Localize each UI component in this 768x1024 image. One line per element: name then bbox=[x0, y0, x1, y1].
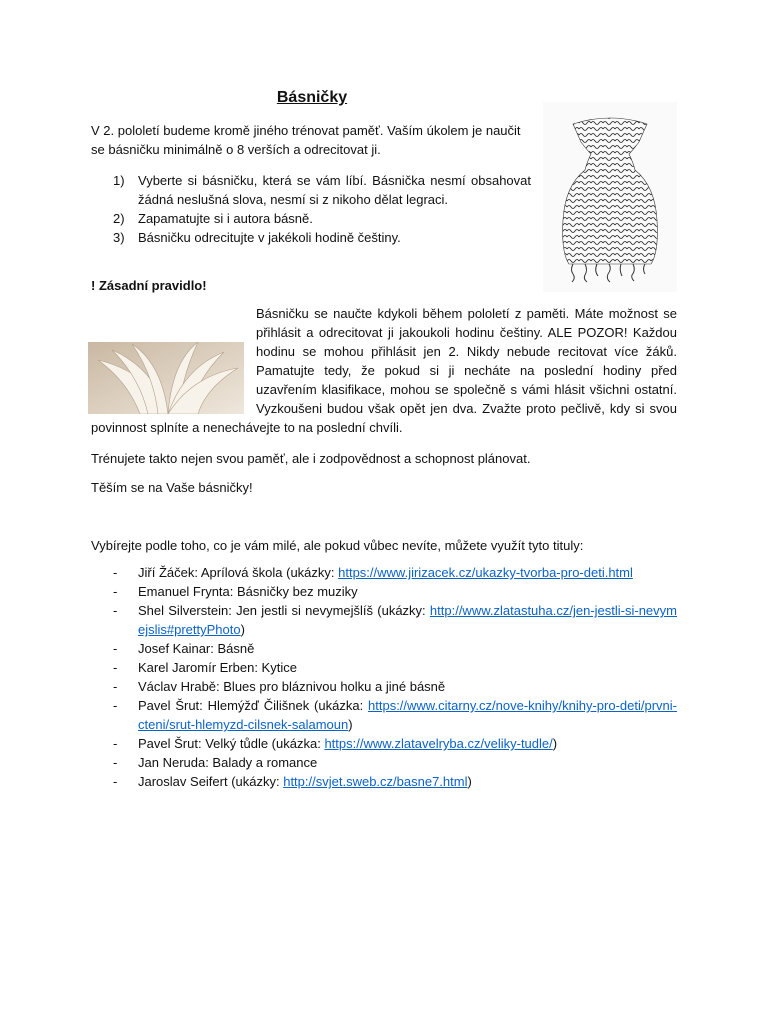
closing-paragraph: Těším se na Vaše básničky! bbox=[91, 480, 253, 495]
title-link[interactable]: https://www.zlatavelryba.cz/veliky-tudle/ bbox=[324, 736, 553, 751]
list-item: - Václav Hrabě: Blues pro bláznivou holku a jiné básně bbox=[113, 679, 446, 694]
list-item: - Jaroslav Seifert (ukázky: http://svjet.sweb.cz/basne7.html) bbox=[113, 774, 472, 789]
rule-heading: ! Zásadní pravidlo! bbox=[91, 278, 207, 293]
list-item: - Josef Kainar: Básně bbox=[113, 641, 255, 656]
list-item: - Pavel Šrut: Velký tůdle (ukázka: https://www.zlatavelryba.cz/veliky-tudle/) bbox=[113, 736, 558, 751]
title-text: Jan Neruda: Balady a romance bbox=[138, 755, 318, 770]
step-text: Zapamatujte si i autora básně. bbox=[138, 211, 313, 226]
list-item: - Emanuel Frynta: Básničky bez muziky bbox=[113, 584, 358, 599]
calligram-vase-image bbox=[543, 102, 677, 292]
list-item: - Shel Silverstein: Jen jestli si nevymejšlíš (ukázky: http://www.zlatastuha.cz/jen-jestli-si-nevymejslis#prettyPhoto) bbox=[113, 603, 677, 637]
title-text: Josef Kainar: Básně bbox=[138, 641, 255, 656]
title-link[interactable]: https://www.citarny.cz/nove-knihy/knihy-pro-deti/prvni-cteni/srut-hlemyzd-cilsnek-salamoun bbox=[138, 698, 677, 732]
title-text: Shel Silverstein: Jen jestli si nevymejšlíš (ukázky: bbox=[138, 603, 430, 618]
rule-paragraph bbox=[91, 304, 677, 437]
titles-intro: Vybírejte podle toho, co je vám milé, ale pokud vůbec nevíte, můžete využít tyto tituly: bbox=[91, 538, 584, 553]
step-number: 2) bbox=[113, 211, 125, 226]
title-text: Pavel Šrut: Velký tůdle (ukázka: bbox=[138, 736, 325, 751]
title-link[interactable]: http://www.zlatastuha.cz/jen-jestli-si-nevymejslis#prettyPhoto bbox=[138, 603, 677, 637]
title-text: Pavel Šrut: Hlemýžď Čilišnek (ukázka: bbox=[138, 698, 369, 713]
title-link[interactable]: https://www.jirizacek.cz/ukazky-tvorba-pro-deti.html bbox=[338, 565, 633, 580]
title-text: Jaroslav Seifert (ukázky: bbox=[138, 774, 284, 789]
memory-paragraph: Trénujete takto nejen svou paměť, ale i zodpovědnost a schopnost plánovat. bbox=[91, 451, 531, 466]
title-text: Emanuel Frynta: Básničky bez muziky bbox=[138, 584, 358, 599]
step-text: Vyberte si básničku, která se vám líbí. Básnička nesmí obsahovat žádná neslušná slova, nesmí si z nikoho dělat legraci. bbox=[138, 173, 531, 207]
list-item bbox=[91, 209, 531, 228]
list-item bbox=[91, 171, 531, 209]
step-number: 3) bbox=[113, 230, 125, 245]
step-number: 1) bbox=[113, 173, 125, 188]
title-text: Karel Jaromír Erben: Kytice bbox=[138, 660, 297, 675]
open-book-image bbox=[88, 342, 244, 414]
list-item bbox=[91, 228, 531, 247]
step-text: Básničku odrecitujte v jakékoli hodině češtiny. bbox=[138, 230, 401, 245]
steps-list bbox=[91, 171, 531, 247]
title-link[interactable]: http://svjet.sweb.cz/basne7.html bbox=[283, 774, 468, 789]
list-item: - Jiří Žáček: Aprílová škola (ukázky: https://www.jirizacek.cz/ukazky-tvorba-pro-deti.html bbox=[113, 565, 633, 580]
page-title: Básničky bbox=[276, 89, 348, 106]
list-item: - Karel Jaromír Erben: Kytice bbox=[113, 660, 297, 675]
list-item: - Pavel Šrut: Hlemýžď Čilišnek (ukázka: https://www.citarny.cz/nove-knihy/knihy-pro-deti/prvni-cteni/srut-hlemyzd-cilsnek-salamoun) bbox=[113, 698, 677, 732]
titles-list bbox=[91, 563, 677, 791]
title-text: Jiří Žáček: Aprílová škola (ukázky: bbox=[138, 565, 339, 580]
title-text: Václav Hrabě: Blues pro bláznivou holku a jiné básně bbox=[138, 679, 446, 694]
rule-paragraph-text: Básničku se naučte kdykoli během pololetí z paměti. Máte možnost se přihlásit a odrecitovat ji jakoukoli hodinu češtiny. ALE POZOR! Každou hodinu se mohou přihlásit jen 2. Nikdy nebude recitovat více žáků. Pamatujte tedy, že pokud si ji necháte na poslední hodiny před uzavřením klasifikace, mohou se společně s vámi hlásit všichni ostatní. Vyzkoušeni budou však opět jen dva. Zvažte proto pečlivě, kdy si svou povinnost splníte a nenechávejte to na poslední chvíli. bbox=[91, 306, 677, 435]
intro-paragraph: V 2. pololetí budeme kromě jiného trénovat paměť. Vaším úkolem je naučit se básničku minimálně o 8 verších a odrecitovat ji. bbox=[91, 123, 521, 157]
list-item: - Jan Neruda: Balady a romance bbox=[113, 755, 318, 770]
